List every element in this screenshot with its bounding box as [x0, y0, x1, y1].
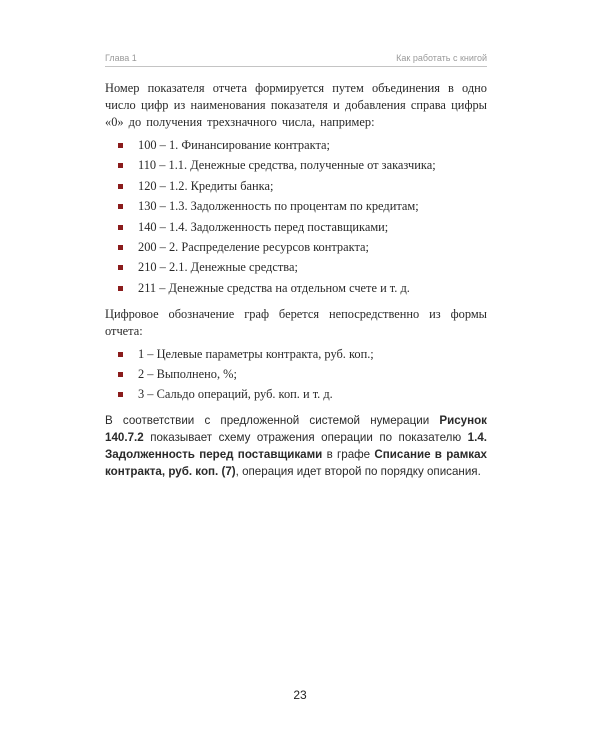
list-item [105, 280, 487, 300]
indicator-code-list [105, 137, 487, 300]
bullet-icon [118, 163, 123, 168]
bullet-icon [118, 352, 123, 357]
list-item-text: 211 – Денежные средства на отдельном счете и т. д. [138, 280, 410, 295]
page-content [105, 80, 487, 484]
bullet-icon [118, 372, 123, 377]
intro-paragraph: Номер показателя отчета формируется путем объединения в одно число цифр из наименования показателя и добавления справа цифры «0» до получения трехзначного числа, например: [105, 81, 487, 129]
list-item [105, 137, 487, 157]
list-item [105, 157, 487, 177]
list-item-text: 1 – Целевые параметры контракта, руб. коп.; [138, 347, 374, 362]
list-item [105, 239, 487, 259]
bullet-icon [118, 143, 123, 148]
bullet-icon [118, 204, 123, 209]
column-reference: Списание в рамках контракта, руб. коп. (7) [105, 448, 487, 479]
numbering-paragraph [105, 412, 487, 480]
list-item [105, 178, 487, 198]
list-item-text: 130 – 1.3. Задолженность по процентам по кредитам; [138, 199, 419, 214]
bullet-icon [118, 245, 123, 250]
list-item-text: 120 – 1.2. Кредиты банка; [138, 178, 274, 193]
text-run: в графе [322, 448, 375, 462]
chapter-label: Глава 1 [105, 53, 137, 63]
column-code-list [105, 346, 487, 406]
bullet-icon [118, 184, 123, 189]
list-item [105, 198, 487, 218]
list-item [105, 219, 487, 239]
list-item [105, 259, 487, 279]
bullet-icon [118, 392, 123, 397]
running-header [105, 53, 487, 67]
text-run: показывает схему отражения операции по показателю [143, 431, 468, 445]
list-item-text: 200 – 2. Распределение ресурсов контракта; [138, 239, 369, 254]
indicator-reference: 1.4. Задолженность перед поставщиками [105, 431, 487, 462]
bullet-icon [118, 225, 123, 230]
book-section-title: Как работать с книгой [396, 53, 487, 63]
bullet-icon [118, 265, 123, 270]
list-item [105, 366, 487, 386]
text-run: В соответствии с предложенной системой нумерации [105, 414, 440, 428]
columns-paragraph: Цифровое обозначение граф берется непосредственно из формы отчета: [105, 307, 487, 339]
header-divider [105, 66, 487, 67]
list-item-text: 210 – 2.1. Денежные средства; [138, 260, 298, 275]
bullet-icon [118, 286, 123, 291]
list-item-text: 140 – 1.4. Задолженность перед поставщиками; [138, 219, 389, 234]
figure-reference: Рисунок 140.7.2 [105, 414, 487, 445]
list-item-text: 110 – 1.1. Денежные средства, полученные от заказчика; [138, 158, 436, 173]
text-run: , операция идет второй по порядку описания. [235, 465, 481, 479]
page-number: 23 [293, 688, 307, 702]
list-item [105, 346, 487, 366]
list-item-text: 100 – 1. Финансирование контракта; [138, 138, 330, 152]
list-item-text: 2 – Выполнено, %; [138, 367, 237, 382]
list-item [105, 386, 487, 406]
list-item-text: 3 – Сальдо операций, руб. коп. и т. д. [138, 387, 333, 402]
